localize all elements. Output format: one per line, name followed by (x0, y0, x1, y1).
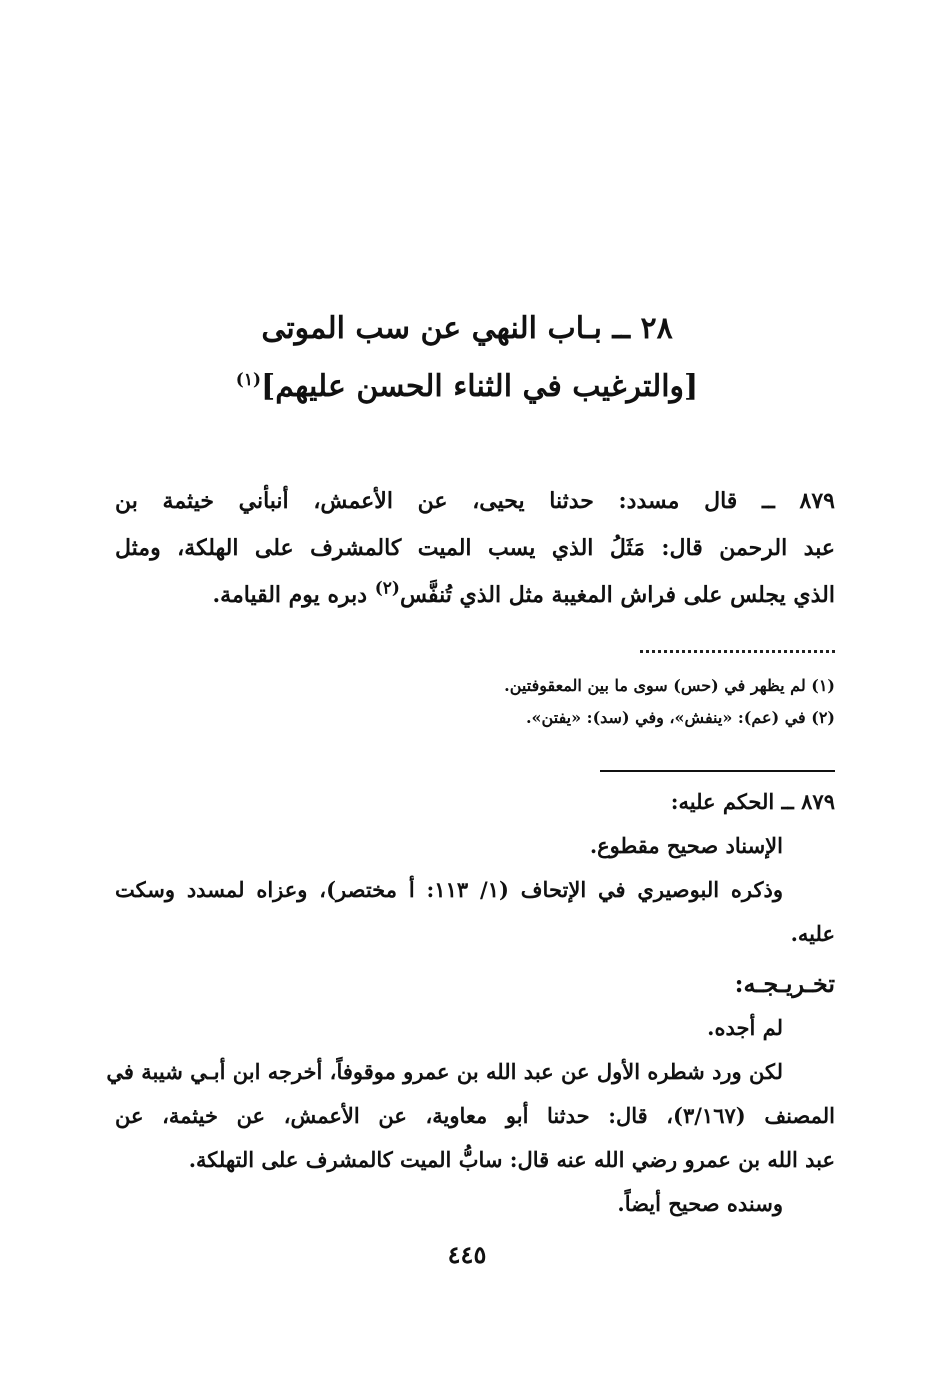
hadith-line-3-start: الذي يجلس على فراش المغيبة مثل الذي تُنفَّس (399, 582, 835, 608)
narration-line-3: عبد الله بن عمرو رضي الله عنه قال: سابُّ الميت كالمشرف على التهلكة. (188, 1147, 835, 1172)
page-number: ٤٤٥ (447, 1240, 487, 1269)
hadith-line-2: عبد الرحمن قال: مَثَلُ الذي يسب الميت كالمشرف على الهلكة، ومثل (115, 535, 835, 561)
footnote-1: (١) لم يظهر في (حس) سوى ما بين المعقوفتين. (504, 676, 835, 695)
takhrij-text: لم أجده. (707, 1015, 783, 1040)
busiri-line-2: عليه. (790, 921, 835, 946)
section-divider (600, 770, 835, 772)
narration-line-1: لكن ورد شطره الأول عن عبد الله بن عمرو موقوفاً، أخرجه ابن أبـي شيبة في (106, 1059, 783, 1084)
footnote-marker-2: (٢) (374, 578, 400, 599)
ruling-heading: ٨٧٩ ــ الحكم عليه: (670, 789, 835, 814)
footnotes (150, 670, 835, 734)
chapter-subtitle: [والترغيب في الثناء الحسن عليهم] (261, 369, 699, 404)
chapter-title (150, 300, 784, 416)
busiri-line-1: وذكره البوصيري في الإتحاف (١/ ١١٣: أ مختصر)، وعزاه لمسدد وسكت (115, 877, 783, 902)
narration-line-2: المصنف (٣/١٦٧)، قال: حدثنا أبو معاوية، عن الأعمش، عن خيثمة، عن (115, 1103, 835, 1128)
footnote-separator (640, 640, 835, 653)
chain-grade: وسنده صحيح أيضاً. (617, 1191, 783, 1216)
hadith-line-3 (115, 572, 835, 619)
chapter-title-line-1: ٢٨ ــ بـاب النهي عن سب الموتى (261, 311, 673, 346)
hadith-line-3-end: دبره يوم القيامة. (212, 582, 375, 608)
commentary (106, 780, 835, 1226)
footnote-marker-1: (١) (235, 370, 261, 390)
takhrij-heading: تخـريـجـه: (734, 969, 835, 998)
hadith-line-1: ٨٧٩ ــ قال مسدد: حدثنا يحيى، عن الأعمش، أنبأني خيثمة بن (115, 488, 835, 514)
ruling-text: الإسناد صحيح مقطوع. (589, 833, 783, 858)
chapter-title-line-2 (150, 358, 784, 416)
footnote-2: (٢) في (عم): «ينفش»، وفي (سد): «يفتن». (525, 708, 835, 727)
hadith-text (115, 478, 835, 619)
